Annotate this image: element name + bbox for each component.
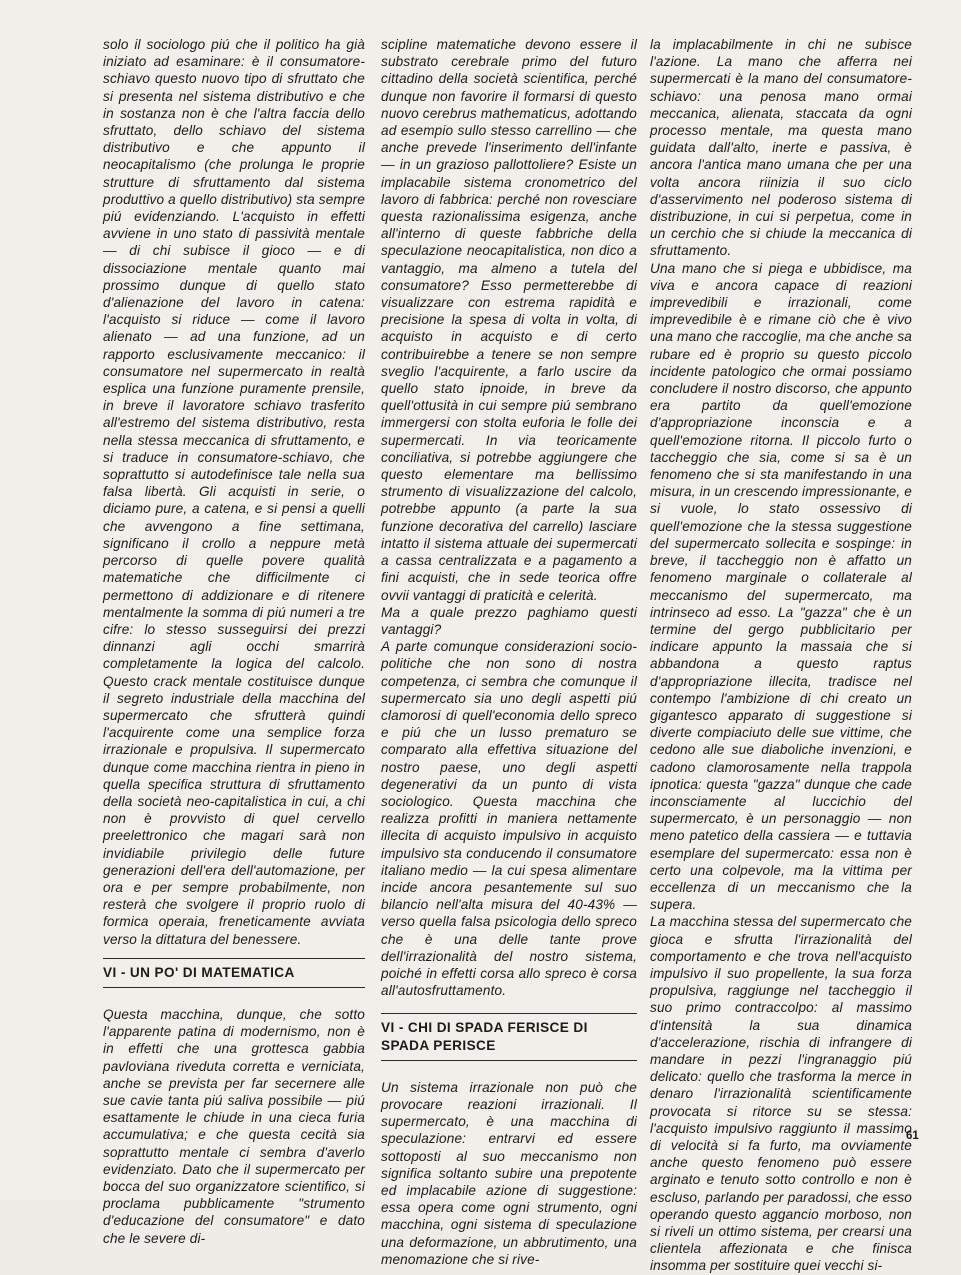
- text-column-1: [103, 36, 365, 1247]
- text-column-2: [381, 36, 637, 1268]
- paragraph: A parte comunque considerazioni socio-politiche che non sono di nostra competenza, ci sembra che comunque il supermercato sia uno degli aspetti piú clamorosi di quell'economia dello spreco e piú che un lusso prematuro se comparato alla effettiva situazione del nostro paese, uno degli aspetti degenerativi da un punto di vista sociologico. Questa macchina che realizza profitti in maniera nettamente illecita di acquisto impulsivo in acquisto impulsivo sta conducendo il consumatore italiano medio — la cui spesa alimentare incide ancora pesantemente sul suo bilancio nell'alta misura del 40-43% — verso quella falsa psicologia dello spreco che è una delle tante prove dell'irrazionalità del nostro sistema, poiché in effetti corsa allo spreco è corsa all'autosfruttamento.: [381, 639, 637, 999]
- paragraph: Questa macchina, dunque, che sotto l'apparente patina di modernismo, non è in effetti che una grottesca gabbia pavloviana riveduta corretta e verniciata, anche se prevista per far secernere alle sue cavie tanta piú saliva possibile — piú esattamente le chiude in una cieca furia accumulativa; e che questa cecità sia soprattutto mentale ci sembra d'averlo evidenziato. Dato che il supermercato per bocca del suo organizzatore scientifico, si proclama pubblicamente "strumento d'educazione del consumatore" e dato che le severe di-: [103, 1006, 365, 1246]
- paragraph: Un sistema irrazionale non può che provocare reazioni irrazionali. Il supermercato, è una macchina di speculazione: entrarvi ed essere sottoposti al suo meccanismo non significa soltanto subire una prepotente ed implacabile azione di suggestione: essa opera come ogni strumento, ogni macchina, ogni sistema di speculazione una deformazione, un abbrutimento, una menomazione che si rive-: [381, 1079, 637, 1267]
- section-heading: VI - UN PO' DI MATEMATICA: [103, 958, 365, 988]
- paragraph: solo il sociologo piú che il politico ha già iniziato ad esaminare: è il consumatore-schiavo questo nuovo tipo di sfruttato che si presenta nel sistema distributivo e che in sostanza non è che l'altra faccia dello sfruttato, dello schiavo del sistema distributivo e che appunto il neocapitalismo (che prolunga le proprie strutture di sfruttamento dal sistema produttivo a quello distributivo) sta sempre piú evidenziando. L'acquisto in effetti avviene in uno stato di passività mentale — di chi subisce il gioco — e di dissociazione mentale quanto mai prossimo dunque di quello stato d'alienazione del lavoro in catena: l'acquisto si riduce — come il lavoro alienato — ad una funzione, ad un rapporto esclusivamente meccanico: il consumatore nel supermercato in realtà esplica una funzione puramente prensile, in breve il lavoratore schiavo trasferito all'estremo del sistema distributivo, resta nella stessa meccanica di sfruttamento, e si traduce in consumatore-schiavo, che soprattutto si autodefinisce tale nella sua falsa libertà. Gli acquisti in serie, o diciamo pure, a catena, e si pensi a quelli che avvengono a fine settimana, significano il crollo a neppure metà percorso di quelle povere qualità matematiche che difficilmente ci permettono di addizionare e di ritenere mentalmente la somma di piú numeri a tre cifre: lo stesso susseguirsi dei prezzi dinnanzi agli occhi smarrirà completamente la logica del calcolo. Questo crack mentale costituisce dunque il segreto industriale della macchina del supermercato che sfrutterà quindi l'acquirente come una semplice forza irrazionale e propulsiva. Il supermercato dunque come macchina rientra in pieno in quella specifica struttura di sfruttamento della società neo-capitalistica in cui, a chi non è provvisto di quel cervello preelettronico che magari sarà non invidiabile privilegio delle future generazioni dell'era dell'automazione, per ora e per sempre probabilmente, non resterà che svolgere il proprio ruolo di formica operaia, freneticamente avviata verso la dittatura del benessere.: [103, 37, 365, 947]
- paragraph: Una mano che si piega e ubbidisce, ma viva e ancora capace di reazioni imprevedibili e irrazionali, come imprevedibile è e rimane ciò che è vivo una mano che raccoglie, ma che anche sa rubare ed è proprio su questo piccolo incidente patologico che ormai possiamo concludere il nostro discorso, che appunto era partito da quell'emozione d'appropriazione inconscia e a quell'emozione ritorna. Il piccolo furto o taccheggio che sia, come si sa è un fenomeno che si sta manifestando in una misura, in un crescendo impressionante, e si vuole, lo stato ossessivo di quell'emozione che la stessa suggestione del supermercato sollecita e sospinge: in breve, il taccheggio non è affatto un fenomeno marginale o collaterale al meccanismo del supermercato, ma intrinseco ad esso. La "gazza" che è un termine del gergo pubblicitario per indicare appunto la massaia che si abbandona a questo raptus d'appropriazione illecita, tradisce nel contempo l'ambizione di chi creato un gigantesco apparato di suggestione si diverte compiaciuto delle sue vittime, che cedono alle sue diaboliche invenzioni, e cadono clamorosamente nella trappola ipnotica: questa "gazza" dunque che cade inconsciamente al luccichio del supermercato, è un personaggio — non meno patetico della cassiera — e tuttavia esemplare del supermercato: essa non è certo una colpevole, ma la vittima per eccellenza di un meccanismo che la supera.: [650, 260, 912, 913]
- page-number: 61: [906, 1130, 919, 1142]
- text-column-3: [650, 36, 912, 1275]
- paragraph: scipline matematiche devono essere il substrato cerebrale primo del futuro cittadino della società scientifica, perché dunque non favorire il formarsi di questo nuovo cerebrus mathematicus, adottando ad esempio sullo stesso carrellino — che anche prevede l'inserimento dell'infante — in un grazioso pallottoliere? Esiste un implacabile sistema cronometrico del lavoro di fabbrica: perché non rovesciare questa razionalissima esigenza, anche all'interno di queste fabbriche della speculazione neocapitalistica, non dico a vantaggio, ma almeno a tutela del consumatore? Esso permetterebbe di visualizzare con estrema rapidità e precisione la spesa di volta in volta, di acquisto in acquisto e di certo contribuirebbe a tenere se non sempre sveglio l'acquirente, a farlo uscire da quello stato ipnoide, in breve da quell'ottusità in cui sempre piú sembrano immergersi con stolta euforia le folle dei supermercati. In via teoricamente conciliativa, si potrebbe aggiungere che questo elementare ma bellissimo strumento di visualizzazione del calcolo, potrebbe appunto (a parte la sua funzione decorativa del carrello) lasciare intatto il sistema attuale dei supermercati a cassa centralizzata e a pagamento a fini acquisti, che in sede teorica offre ovvii vantaggi di praticità e celerità.: [381, 37, 637, 603]
- paragraph: la implacabilmente in chi ne subisce l'azione. La mano che afferra nei supermercati è la mano del consumatore-schiavo: una penosa mano ormai meccanica, alienata, staccata da ogni processo mentale, ma questa mano guidata dall'alto, inerte e passiva, è ancora l'antica mano umana che per una volta ancora riinizia il suo ciclo d'asservimento nel poderoso sistema di distribuzione, in cui si perpetua, come in un cerchio che si chiude la meccanica di sfruttamento.: [650, 37, 912, 259]
- section-heading: VI - CHI DI SPADA FERISCE DI SPADA PERISCE: [381, 1013, 637, 1060]
- paragraph: Ma a quale prezzo paghiamo questi vantaggi?: [381, 604, 637, 637]
- paragraph: La macchina stessa del supermercato che gioca e sfrutta l'irrazionalità del comportamento e che trova nell'acquisto impulsivo il suo propellente, la sua forza propulsiva, raggiunge nel taccheggio il suo primo contraccolpo: al massimo d'intensità la sua dinamica d'accelerazione, rischia di infrangere di mandare in pezzi l'ingranaggio piú delicato: quello che trasforma la merce in denaro l'irrazionalità scientificamente provocata si ritorce su se stessa: l'acquisto impulsivo raggiunto il massimo di velocità si fa furto, ma ovviamente anche questo fenomeno può essere arginato e tenuto sotto controllo e non è escluso, parlando per paradossi, che esso operando questo aggancio morboso, non si riveli un ottimo sistema, per crearsi una clientela affezionata e che finisca insomma per sostituire quei vecchi si-: [650, 914, 912, 1274]
